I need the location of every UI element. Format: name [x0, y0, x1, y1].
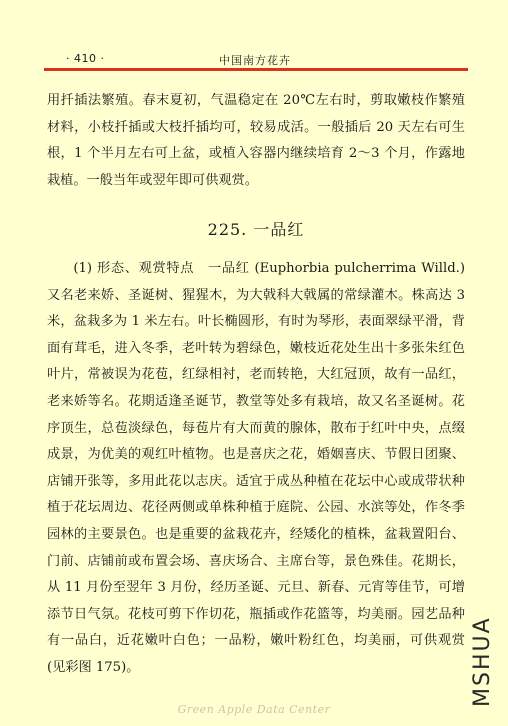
page-number: · 410 · [66, 52, 105, 65]
continuation-paragraph: 用扦插法繁殖。春末夏初，气温稳定在 20℃左右时，剪取嫩枝作繁殖材料，小枝扦插或大枝扦插均可，较易成活。一般插后 20 天左右可生根，1 个半月左右可上盆，或植入容器内继续培育 2～3 个月，作露地栽植。一般当年或翌年即可供观赏。 [47, 93, 465, 188]
bottom-watermark: Green Apple Data Center [177, 703, 331, 716]
continuation-text [47, 88, 465, 194]
page-header [46, 52, 464, 66]
side-watermark: MSHUA [470, 616, 495, 708]
section-body [47, 256, 465, 682]
running-title: 中国南方花卉 [219, 54, 291, 67]
header-rule [44, 68, 468, 71]
section-paragraph: (1) 形态、观赏特点 一品红 (Euphorbia pulcherrima Willd.) 又名老来娇、圣诞树、猩猩木，为大戟科大戟属的常绿灌木。株高达 3 米，盆栽多为 1 米左右。叶长椭圆形，有时为琴形，表面翠绿平滑，背面有茸毛，进入冬季，老叶转为碧绿色，嫩枝近花处生出十多张朱红色叶片，常被误为花苞，红绿相衬，老而转艳，大红冠顶，故有一品红，老来娇等名。花期适逢圣诞节，教堂等处多有栽培，故又名圣诞树。花序顶生，总苞淡绿色，每苞片有大而黄的腺体，散布于红叶中央，点缀成景，为优美的观红叶植物。也是喜庆之花，婚姻喜庆、节假日团聚、店铺开张等，多用此花以志庆。适宜于成丛种植在花坛中心或成带状种植于花坛周边、花径两侧或单株种植于庭院、公园、水滨等处，作冬季园林的主要景色。也是重要的盆栽花卉，经矮化的植株，盆栽置阳台、门前、店铺前或布置会场、喜庆场合、主席台等，景色殊佳。花期长，从 11 月份至翌年 3 月份，经历圣诞、元旦、新春、元宵等佳节，可增添节日气氛。花枝可剪下作切花，瓶插或作花篮等，均美丽。园艺品种有一品白，近花嫩叶白色；一品粉，嫩叶粉红色，均美丽，可供观赏 (见彩图 175)。 [47, 261, 465, 675]
section-heading: 225. 一品红 [207, 220, 305, 239]
